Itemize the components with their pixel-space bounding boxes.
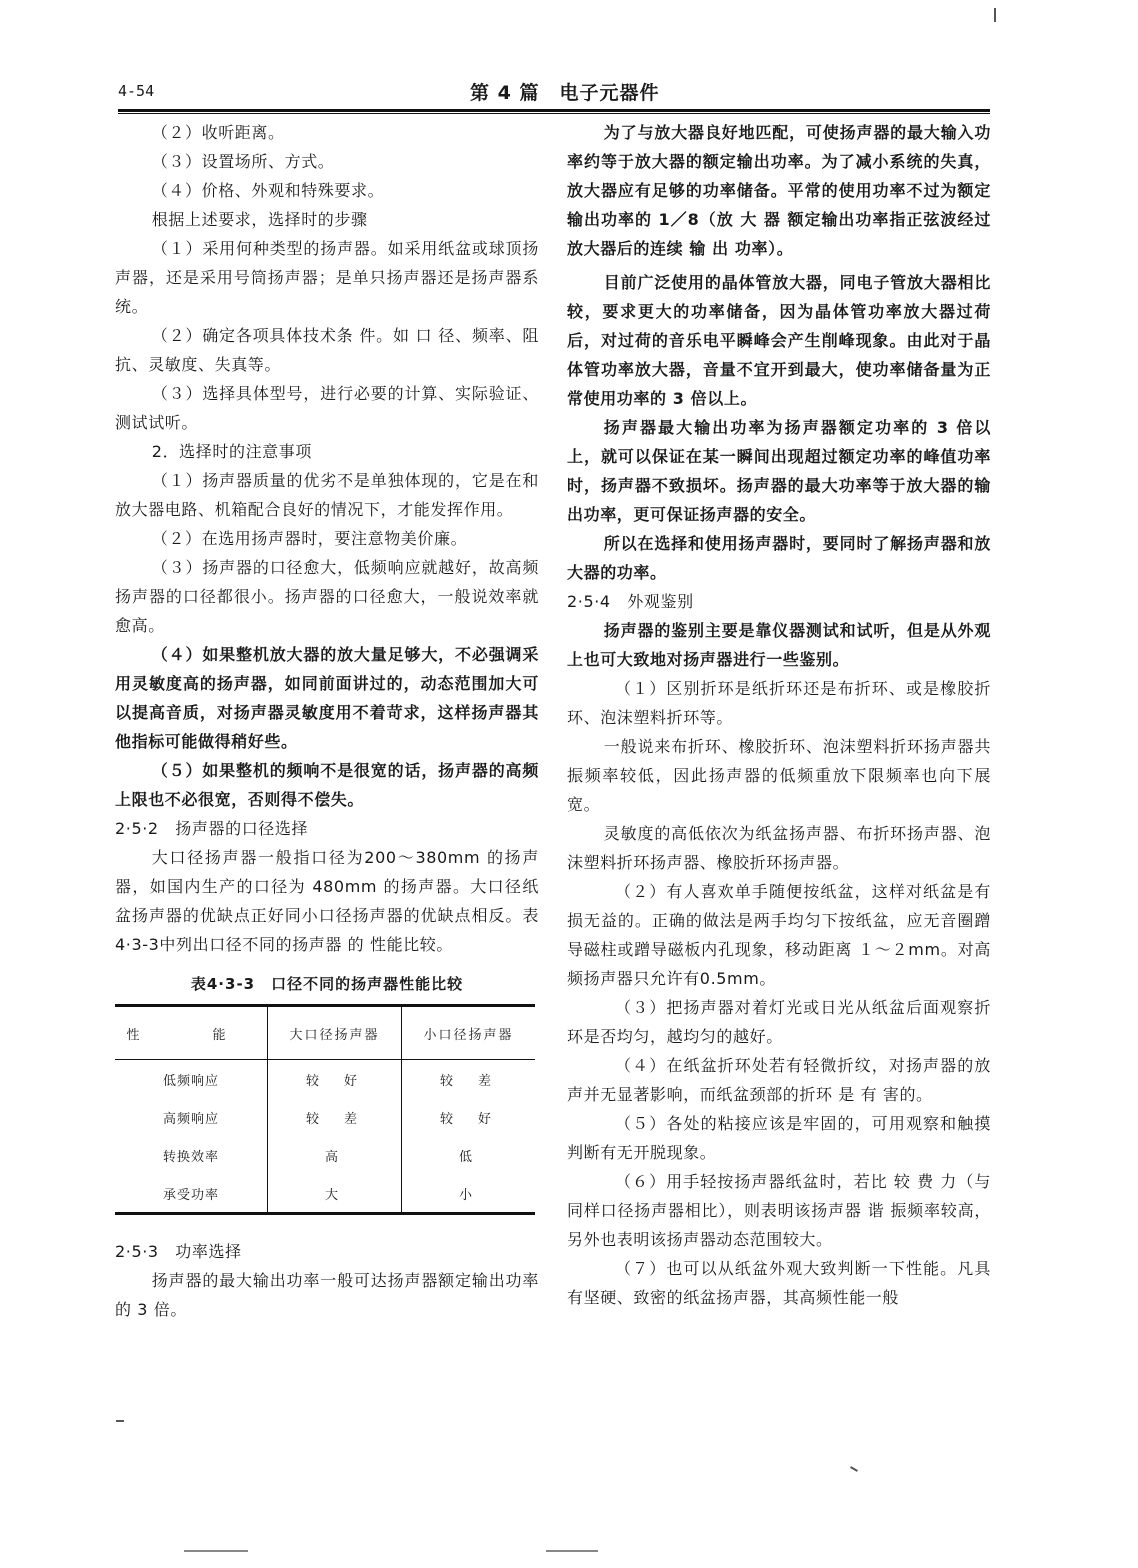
chapter-title: 第 4 篇 电子元器件 bbox=[470, 82, 660, 104]
column-header: 大口径扬声器 bbox=[268, 1006, 402, 1060]
scan-speck bbox=[850, 1466, 858, 1472]
section-heading: 2·5·4 外观鉴别 bbox=[567, 592, 694, 611]
table-cell: 较 差 bbox=[268, 1098, 402, 1136]
column-header: 小口径扬声器 bbox=[402, 1006, 535, 1060]
scan-speck bbox=[116, 1420, 124, 1422]
header-rule-thin bbox=[118, 113, 990, 114]
paragraph: 目前广泛使用的晶体管放大器，同电子管放大器相比较，要求更大的功率储备，因为晶体管功率放大器过荷后，对过荷的音乐电平瞬峰会产生削峰现象。由此对于晶体管功率放大器，音量不宜开到最大，使功率储备量为正常使用功率的 3 倍以上。 bbox=[567, 273, 991, 408]
paragraph: （４）如果整机放大器的放大量足够大，不必强调采用灵敏度高的扬声器，如同前面讲过的，动态范围加大可以提高音质，对扬声器灵敏度用不着苛求，这样扬声器其他指标可能做得稍好些。 bbox=[115, 645, 539, 751]
table-row bbox=[115, 1136, 535, 1174]
header-rule bbox=[118, 109, 990, 112]
table-cell: 高频响应 bbox=[162, 1111, 219, 1127]
page-header bbox=[118, 76, 988, 106]
table-header-row bbox=[115, 1006, 535, 1060]
paragraph: 扬声器的鉴别主要是靠仪器测试和试听，但是从外观上也可大致地对扬声器进行一些鉴别。 bbox=[567, 621, 991, 669]
paragraph: 所以在选择和使用扬声器时，要同时了解扬声器和放大器的功率。 bbox=[567, 534, 991, 582]
paragraph: 扬声器最大输出功率为扬声器额定功率的 3 倍以上，就可以保证在某一瞬间出现超过额定功率的峰值功率时，扬声器不致损坏。扬声器的最大功率等于放大器的输出功率，更可保证扬声器的安全。 bbox=[567, 418, 991, 524]
paragraph: 灵敏度的高低依次为纸盆扬声器、布折环扬声器、泡沫塑料折环扬声器、橡胶折环扬声器。 bbox=[567, 824, 991, 872]
table-cell: 较 好 bbox=[268, 1060, 402, 1099]
paragraph: （４）在纸盆折环处若有轻微折纹，对扬声器的放声并无显著影响，而纸盆颈部的折环 是 有 害的。 bbox=[567, 1056, 991, 1104]
table-row bbox=[115, 1060, 535, 1099]
left-column bbox=[115, 118, 539, 1324]
table-cell: 较 好 bbox=[402, 1098, 535, 1136]
paragraph: （２）确定各项具体技术条 件。如 口 径、频率、阻抗、灵敏度、失真等。 bbox=[115, 326, 539, 374]
table-cell: 承受功率 bbox=[162, 1187, 219, 1203]
paragraph: （３）扬声器的口径愈大，低频响应就越好，故高频扬声器的口径都很小。扬声器的口径愈大，一般说效率就愈高。 bbox=[115, 558, 539, 635]
section-heading: 2·5·2 扬声器的口径选择 bbox=[115, 819, 309, 838]
paragraph: 为了与放大器良好地匹配，可使扬声器的最大输入功率约等于放大器的额定输出功率。为了减小系统的失真，放大器应有足够的功率储备。平常的使用功率不过为额定输出功率的 1／8（放 大 器 额定输出功率指正弦波经过放大器后的连续 输 出 功率）。 bbox=[567, 123, 991, 258]
paragraph: （３）设置场所、方式。 bbox=[151, 152, 335, 171]
paragraph: 根据上述要求，选择时的步骤 bbox=[151, 210, 368, 229]
column-header: 性 能 bbox=[126, 1027, 256, 1043]
table-cell: 低 bbox=[402, 1136, 535, 1174]
table-cell: 较 差 bbox=[402, 1060, 535, 1099]
paragraph: （６）用手轻按扬声器纸盆时，若比 较 费 力（与同样口径扬声器相比），则表明该扬声器 谐 振频率较高，另外也表明该扬声器动态范围较大。 bbox=[567, 1172, 991, 1249]
paragraph: （７）也可以从纸盆外观大致判断一下性能。凡具有坚硬、致密的纸盆扬声器，其高频性能一般 bbox=[567, 1259, 991, 1307]
paragraph: （３）选择具体型号，进行必要的计算、实际验证、测试试听。 bbox=[115, 384, 539, 432]
paragraph: （１）区别折环是纸折环还是布折环、或是橡胶折环、泡沫塑料折环等。 bbox=[567, 679, 991, 727]
paragraph: （１）采用何种类型的扬声器。如采用纸盆或球顶扬声器，还是采用号筒扬声器；是单只扬声器还是扬声器系统。 bbox=[115, 239, 539, 316]
section-heading: 2．选择时的注意事项 bbox=[151, 442, 312, 461]
section-heading: 2·5·3 功率选择 bbox=[115, 1242, 242, 1261]
scan-speck bbox=[994, 8, 996, 22]
page-number: 4-54 bbox=[118, 82, 155, 100]
comparison-table bbox=[115, 1004, 535, 1215]
paragraph: （５）如果整机的频响不是很宽的话，扬声器的高频上限也不必很宽，否则得不偿失。 bbox=[115, 761, 539, 809]
paragraph: （２）收听距离。 bbox=[151, 123, 285, 142]
table-cell: 高 bbox=[268, 1136, 402, 1174]
table-caption: 表4·3-3 口径不同的扬声器性能比较 bbox=[190, 975, 464, 993]
table-cell: 转换效率 bbox=[162, 1149, 219, 1165]
paragraph: （２）在选用扬声器时，要注意物美价廉。 bbox=[151, 529, 468, 548]
paragraph: （４）价格、外观和特殊要求。 bbox=[151, 181, 385, 200]
table-cell: 大 bbox=[268, 1174, 402, 1214]
paragraph: （１）扬声器质量的优劣不是单独体现的，它是在和放大器电路、机箱配合良好的情况下，才能发挥作用。 bbox=[115, 471, 539, 519]
scan-speck bbox=[546, 1550, 598, 1552]
paragraph: （５）各处的粘接应该是牢固的，可用观察和触摸判断有无开脱现象。 bbox=[567, 1114, 991, 1162]
paragraph: 大口径扬声器一般指口径为200～380mm 的扬声器，如国内生产的口径为 480mm 的扬声器。大口径纸盆扬声器的优缺点正好同小口径扬声器的优缺点相反。表4·3-3中列出口径不同的扬声器 的 性能比较。 bbox=[115, 848, 539, 954]
paragraph: 一般说来布折环、橡胶折环、泡沫塑料折环扬声器共振频率较低，因此扬声器的低频重放下限频率也向下展宽。 bbox=[567, 737, 991, 814]
scan-speck bbox=[184, 1550, 248, 1552]
table-cell: 低频响应 bbox=[162, 1073, 219, 1089]
paragraph: 扬声器的最大输出功率一般可达扬声器额定输出功率的 3 倍。 bbox=[115, 1271, 539, 1319]
paragraph: （２）有人喜欢单手随便按纸盆，这样对纸盆是有损无益的。正确的做法是两手均匀下按纸盆，应无音圈蹭导磁柱或蹭导磁板内孔现象，移动距离 １～２mm。对高频扬声器只允许有0.5mm。 bbox=[567, 882, 991, 988]
table-row bbox=[115, 1098, 535, 1136]
table-row bbox=[115, 1174, 535, 1214]
paragraph: （３）把扬声器对着灯光或日光从纸盆后面观察折环是否均匀，越均匀的越好。 bbox=[567, 998, 991, 1046]
table-cell: 小 bbox=[402, 1174, 535, 1214]
right-column bbox=[567, 118, 991, 1312]
